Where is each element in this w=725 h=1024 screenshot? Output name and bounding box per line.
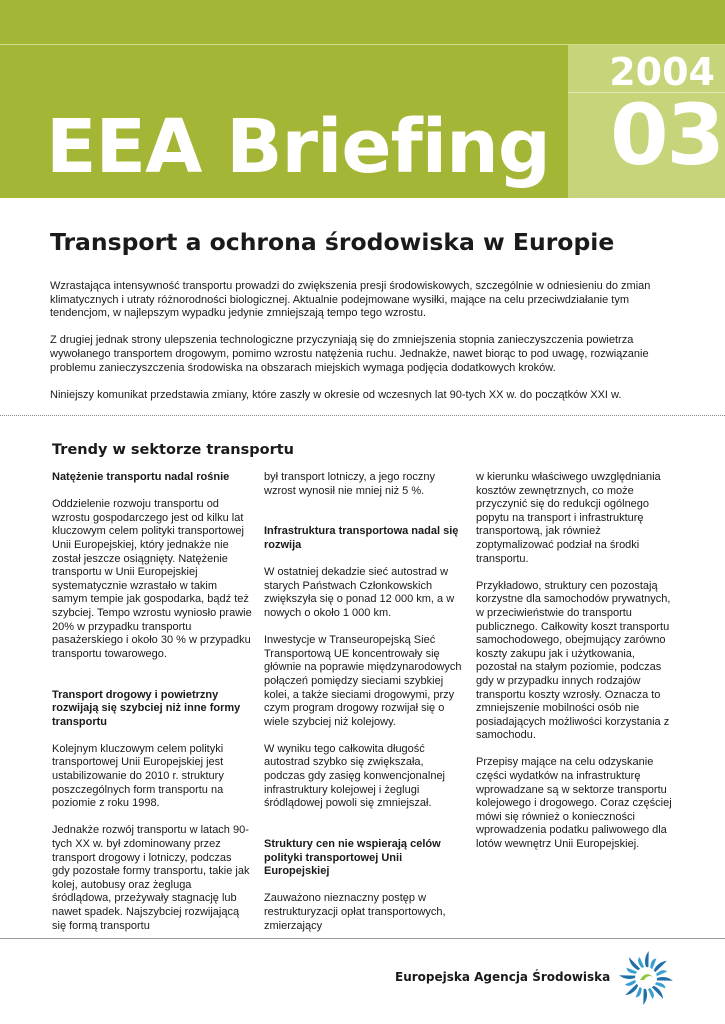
paragraph: był transport lotniczy, a jego roczny wzrost wynosił nie mniej niż 5 %. <box>264 471 435 497</box>
intro-paragraph-2: Z drugiej jednak strony ulepszenia technologiczne przyczyniają się do zmniejszenia stopnia zanieczyszczenia powietrza wywołanego transportem drogowym, pomimo wzrostu natężenia ruchu. Jednakże, nawet biorąc to pod uwagę, rozwiązanie problemu zanieczyszczenia środowiska na obszarach miejskich wymaga podjęcia dodatkowych kroków. <box>50 334 649 374</box>
subheading: Transport drogowy i powietrzny rozwijają się szybciej niż inne formy transportu <box>52 688 241 728</box>
spacer <box>264 824 464 838</box>
intro-paragraph-3: Niniejszy komunikat przedstawia zmiany, które zaszły w okresie od wczesnych lat 90-tych XX w. do początków XXI w. <box>50 388 622 401</box>
dotted-divider <box>0 415 725 416</box>
spacer <box>264 512 464 526</box>
paragraph: Zauważono nieznaczny postęp w restrukturyzacji opłat transportowych, zmierzający <box>264 892 446 932</box>
agency-name: Europejska Agencja Środowiska <box>395 970 611 984</box>
eea-logo-icon <box>618 950 674 1006</box>
logo-ray <box>657 977 673 981</box>
paragraph: Kolejnym kluczowym celem polityki transportowej Unii Europejskiej jest ustabilizowanie do 2010 r. struktury poszczególnych form transportu na poziomie z roku 1998. <box>52 742 224 810</box>
logo-ray <box>648 988 654 999</box>
paragraph: Oddzielenie rozwoju transportu od wzrostu gospodarczego jest od kilku lat kluczowym celem polityki transportowej Unii Europejskiej, który jednakże nie został jeszcze osiągnięty. Natężenie transportu w Unii Europejskiej systematycznie wzrastało w takim samym tempie jak gospodarka, bądź też szybciej. Tempo wzrostu wyniosło prawie 20% w przypadku transportu pasażerskiego i około 30 % w przypadku transportu towarowego. <box>52 498 252 660</box>
logo-ray <box>656 970 667 976</box>
column-2 <box>264 471 464 947</box>
logo-ray <box>619 975 635 979</box>
paragraph: Przykładowo, struktury cen pozostają korzystne dla samochodów prywatnych, w przeciwieństwie do transportu publicznego. Całkowity koszt transportu samochodowego, obejmujący zarówno koszty zakupu jak i użytkowania, pozostał na stałym poziomie, podczas gdy w przypadku innych rodzajów transportu koszty wzrosły. Oznacza to zmniejszenie mobilności osób nie posiadających możliwości korzystania z samochodu. <box>476 579 671 742</box>
logo-ray <box>643 989 647 1005</box>
intro-paragraph-1: Wzrastająca intensywność transportu prowadzi do zwiększenia presji środowiskowych, szczególnie w odniesieniu do zmian klimatycznych i utraty różnorodności biologicznej. Aktualnie podejmowane wysiłki, mające na celu przeciwdziałanie tym tendencjom, w najlepszym wypadku jedynie zmniejszają tempo tego wzrostu. <box>50 280 651 320</box>
intro-text <box>50 280 690 416</box>
paragraph: W wyniku tego całkowita długość autostrad szybko się zwiększała, podczas gdy zasięg konwencjonalnej infrastruktury kolejowej i żeglugi śródlądowej powoli się zmniejszał. <box>264 742 446 810</box>
section-title: Trendy w sektorze transportu <box>52 442 294 458</box>
paragraph: W ostatniej dekadzie sieć autostrad w starych Państwach Członkowskich zwiększyła się o ponad 12 000 km, a w nowych o około 1 000 km. <box>264 566 455 619</box>
column-1 <box>52 471 252 947</box>
subheading: Natężenie transportu nadal rośnie <box>52 471 230 483</box>
logo-ray <box>638 957 644 968</box>
spacer <box>52 675 252 689</box>
paragraph: w kierunku właściwego uwzględniania kosztów zewnętrznych, co może przyczynić się do redukcji ogólnego popytu na transport i infrastrukturę transportową, jak również zoptymalizować podział na środki transportu. <box>476 471 661 565</box>
column-3 <box>476 471 676 865</box>
logo-ray <box>645 951 649 967</box>
footer-divider <box>0 938 725 939</box>
subheading: Infrastruktura transportowa nadal się rozwija <box>264 525 459 551</box>
logo-center <box>637 969 655 987</box>
issue-year: 2004 <box>609 50 715 94</box>
logo-ray <box>625 980 636 986</box>
subheading: Struktury cen nie wspierają celów polityki transportowej Unii Europejskiej <box>264 838 441 878</box>
issue-number: 03 <box>610 86 723 184</box>
paragraph: Inwestycje w Transeuropejską Sieć Transportową UE koncentrowały się głównie na poprawie międzynarodowych połączeń pomiędzy sieciami szybkiej kolei, a także sieciami drogowymi, przy czym program drogowy rozwijał się o wiele szybciej niż kolejowy. <box>264 634 462 728</box>
page-title: Transport a ochrona środowiska w Europie <box>50 228 615 256</box>
paragraph: Jednakże rozwój transportu w latach 90-tych XX w. był zdominowany przez transport drogowy i lotniczy, podczas gdy pozostałe formy transportu, takie jak kolej, autobusy oraz żegluga śródlądowa, przeżywały stagnację lub nawet spadek. Najszybciej rozwijającą się formą transportu <box>52 824 250 932</box>
brand-title: EEA Briefing <box>46 104 550 190</box>
paragraph: Przepisy mające na celu odzyskanie części wydatków na infrastrukturę wprowadzane są w sektorze transportu kolejowego i drogowego. Coraz częściej mówi się również o konieczności wprowadzenia podatku paliwowego dla lotów wewnętrz Unii Europejskiej. <box>476 756 672 851</box>
